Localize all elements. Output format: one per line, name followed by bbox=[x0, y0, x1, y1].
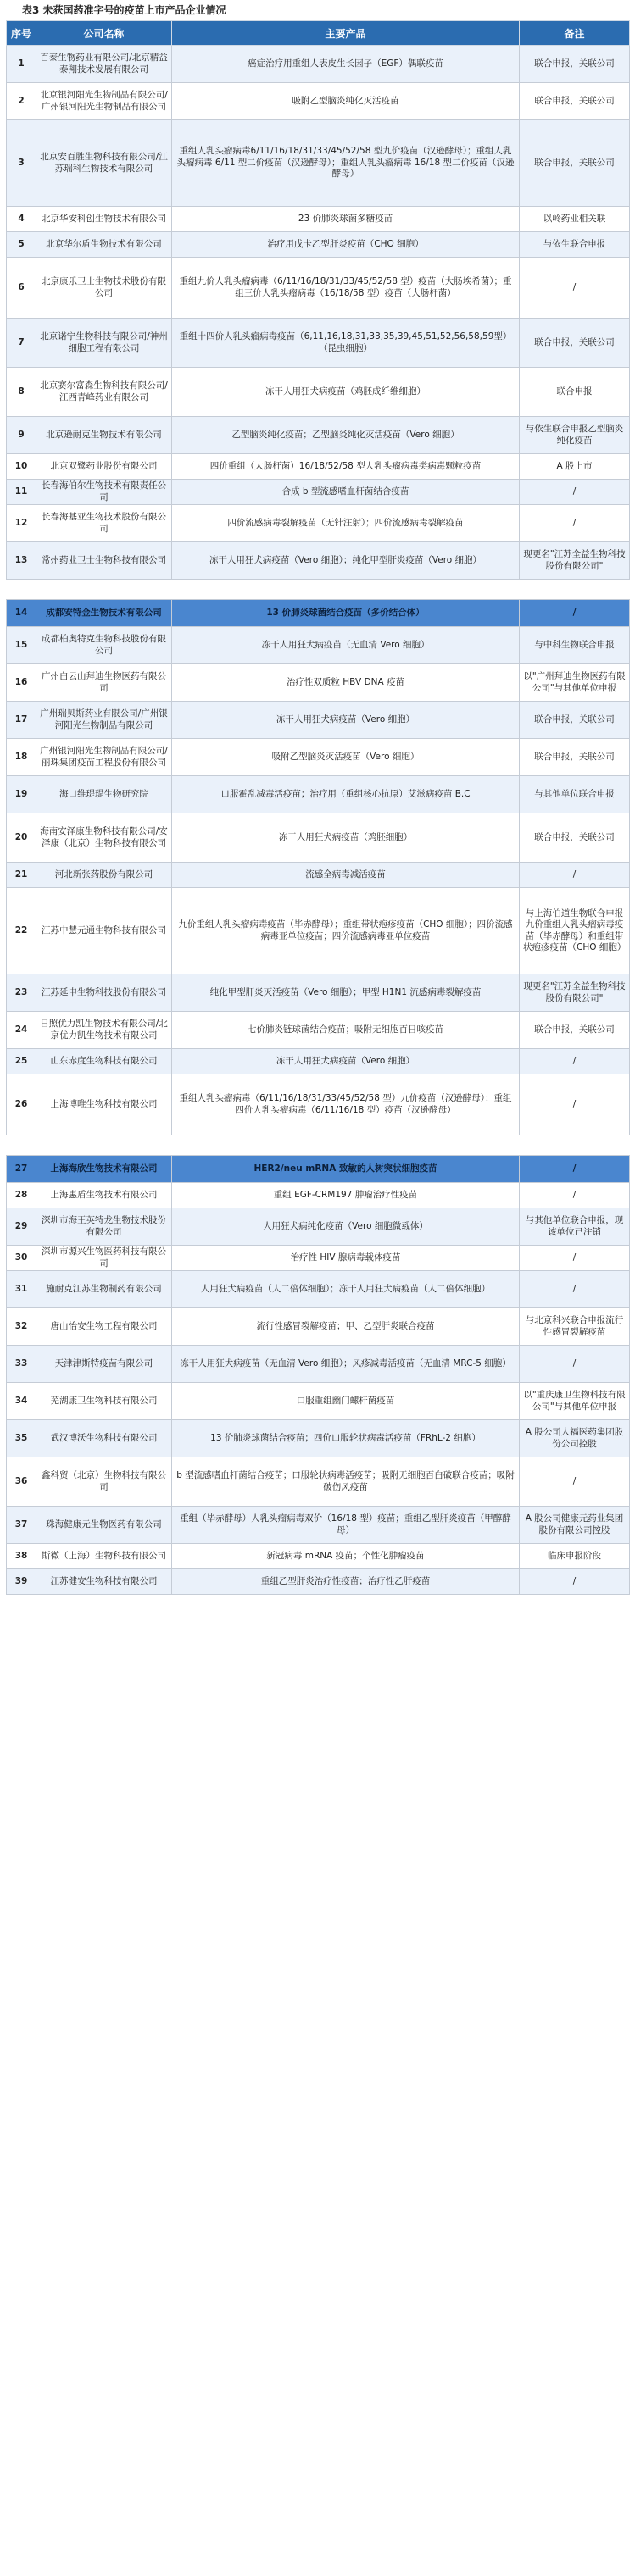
table-body bbox=[7, 46, 630, 1595]
row-number: 16 bbox=[7, 664, 36, 702]
table-row bbox=[7, 120, 630, 207]
main-product: 纯化甲型肝炎灭活疫苗（Vero 细胞）；甲型 H1N1 流感病毒裂解疫苗 bbox=[172, 974, 520, 1012]
row-number: 8 bbox=[7, 368, 36, 417]
main-product: 九价重组人乳头瘤病毒疫苗（毕赤酵母）；重组带状疱疹疫苗（CHO 细胞）；四价流感病毒亚单位疫苗；四价流感病毒亚单位疫苗 bbox=[172, 888, 520, 974]
table-row bbox=[7, 1049, 630, 1074]
table-row bbox=[7, 1544, 630, 1569]
main-product: 重组（毕赤酵母）人乳头瘤病毒双价（16/18 型）疫苗；重组乙型肝炎疫苗（甲醇酵母） bbox=[172, 1507, 520, 1544]
main-product: 23 价肺炎球菌多糖疫苗 bbox=[172, 207, 520, 232]
row-number: 12 bbox=[7, 505, 36, 542]
remark: A 股上市 bbox=[520, 454, 630, 480]
row-number: 3 bbox=[7, 120, 36, 207]
row-number: 19 bbox=[7, 776, 36, 813]
remark: 联合申报 bbox=[520, 368, 630, 417]
remark: 联合申报，关联公司 bbox=[520, 83, 630, 120]
table-row bbox=[7, 776, 630, 813]
company-name: 北京安百胜生物科技有限公司/江苏瑞科生物技术有限公司 bbox=[36, 120, 172, 207]
remark: 与其他单位联合申报 bbox=[520, 776, 630, 813]
table-row bbox=[7, 1208, 630, 1246]
main-product: 四价流感病毒裂解疫苗（无针注射）；四价流感病毒裂解疫苗 bbox=[172, 505, 520, 542]
remark: 联合申报，关联公司 bbox=[520, 739, 630, 776]
remark: 与上海伯道生物联合申报九价重组人乳头瘤病毒疫苗（毕赤酵母）和重组带状疱疹疫苗（CHO 细胞） bbox=[520, 888, 630, 974]
company-name: 成都柏奥特克生物科技股份有限公司 bbox=[36, 627, 172, 664]
row-number: 10 bbox=[7, 454, 36, 480]
company-name: 斯微（上海）生物科技有限公司 bbox=[36, 1544, 172, 1569]
remark: 与中科生物联合申报 bbox=[520, 627, 630, 664]
row-number: 1 bbox=[7, 46, 36, 83]
header-company: 公司名称 bbox=[36, 21, 172, 46]
row-number: 26 bbox=[7, 1074, 36, 1135]
main-product: b 型流感嗜血杆菌结合疫苗；口服轮状病毒活疫苗；吸附无细胞百白破联合疫苗；吸附破伤风疫苗 bbox=[172, 1457, 520, 1507]
table-row bbox=[7, 1346, 630, 1383]
company-name: 唐山怡安生物工程有限公司 bbox=[36, 1308, 172, 1346]
row-number: 28 bbox=[7, 1183, 36, 1208]
main-product: 冻干人用狂犬病疫苗（Vero 细胞） bbox=[172, 702, 520, 739]
main-product: 治疗用戊卡乙型肝炎疫苗（CHO 细胞） bbox=[172, 232, 520, 258]
company-name: 北京逊耐克生物技术有限公司 bbox=[36, 417, 172, 454]
table-row bbox=[7, 1507, 630, 1544]
company-name: 珠海健康元生物医药有限公司 bbox=[36, 1507, 172, 1544]
remark: A 股公司健康元药业集团股份有限公司控股 bbox=[520, 1507, 630, 1544]
row-number: 38 bbox=[7, 1544, 36, 1569]
table-row bbox=[7, 1383, 630, 1420]
remark: / bbox=[520, 1074, 630, 1135]
header-remark: 备注 bbox=[520, 21, 630, 46]
main-product: 冻干人用狂犬病疫苗（鸡胚成纤维细胞） bbox=[172, 368, 520, 417]
company-name: 广州瑞贝斯药业有限公司/广州银河阳光生物制品有限公司 bbox=[36, 702, 172, 739]
table-row bbox=[7, 1183, 630, 1208]
row-number: 27 bbox=[7, 1156, 36, 1183]
company-name: 海南安泽康生物科技有限公司/安泽康（北京）生物科技有限公司 bbox=[36, 813, 172, 863]
remark: 联合申报，关联公司 bbox=[520, 46, 630, 83]
company-name: 天津津斯特疫苗有限公司 bbox=[36, 1346, 172, 1383]
company-name: 北京华尔盾生物技术有限公司 bbox=[36, 232, 172, 258]
row-number: 21 bbox=[7, 863, 36, 888]
remark: 以"广州拜迪生物医药有限公司"与其他单位申报 bbox=[520, 664, 630, 702]
remark: 联合申报，关联公司 bbox=[520, 1012, 630, 1049]
remark: / bbox=[520, 1346, 630, 1383]
remark: / bbox=[520, 1183, 630, 1208]
row-number: 34 bbox=[7, 1383, 36, 1420]
main-product: 吸附乙型脑炎纯化灭活疫苗 bbox=[172, 83, 520, 120]
main-product: 13 价肺炎球菌结合疫苗（多价结合体） bbox=[172, 600, 520, 627]
table-header-row bbox=[7, 21, 630, 46]
main-product: 流感全病毒减活疫苗 bbox=[172, 863, 520, 888]
company-name: 长春海基亚生物技术股份有限公司 bbox=[36, 505, 172, 542]
company-name: 北京康乐卫士生物技术股份有限公司 bbox=[36, 258, 172, 319]
row-number: 33 bbox=[7, 1346, 36, 1383]
table-row bbox=[7, 480, 630, 505]
row-number: 5 bbox=[7, 232, 36, 258]
main-product: 冻干人用狂犬病疫苗（无血清 Vero 细胞） bbox=[172, 627, 520, 664]
row-number: 9 bbox=[7, 417, 36, 454]
remark: / bbox=[520, 480, 630, 505]
remark: 联合申报，关联公司 bbox=[520, 319, 630, 368]
row-number: 7 bbox=[7, 319, 36, 368]
remark: 联合申报，关联公司 bbox=[520, 813, 630, 863]
table-row bbox=[7, 1012, 630, 1049]
remark: / bbox=[520, 1457, 630, 1507]
table-row bbox=[7, 813, 630, 863]
table-row bbox=[7, 505, 630, 542]
main-product: 合成 b 型流感嗜血杆菌结合疫苗 bbox=[172, 480, 520, 505]
remark: / bbox=[520, 1271, 630, 1308]
table-row bbox=[7, 83, 630, 120]
company-name: 上海博唯生物科技有限公司 bbox=[36, 1074, 172, 1135]
main-product: 治疗性双质粒 HBV DNA 疫苗 bbox=[172, 664, 520, 702]
table-row bbox=[7, 1308, 630, 1346]
main-product: 重组人乳头瘤病毒6/11/16/18/31/33/45/52/58 型九价疫苗（汉逊酵母）；重组人乳头瘤病毒 6/11 型二价疫苗（汉逊酵母）；重组人乳头瘤病毒 16/18 型二价疫苗（汉逊酵母） bbox=[172, 120, 520, 207]
main-product: 重组十四价人乳头瘤病毒疫苗（6,11,16,18,31,33,35,39,45,51,52,56,58,59型）（昆虫细胞） bbox=[172, 319, 520, 368]
row-number: 6 bbox=[7, 258, 36, 319]
remark: 以"重庆康卫生物科技有限公司"与其他单位申报 bbox=[520, 1383, 630, 1420]
company-name: 广州白云山拜迪生物医药有限公司 bbox=[36, 664, 172, 702]
remark: 临床申报阶段 bbox=[520, 1544, 630, 1569]
company-name: 施耐克江苏生物制药有限公司 bbox=[36, 1271, 172, 1308]
header-no: 序号 bbox=[7, 21, 36, 46]
table-row bbox=[7, 368, 630, 417]
row-number: 37 bbox=[7, 1507, 36, 1544]
row-number: 18 bbox=[7, 739, 36, 776]
remark: / bbox=[520, 1049, 630, 1074]
main-product: 吸附乙型脑炎灭活疫苗（Vero 细胞） bbox=[172, 739, 520, 776]
table-row bbox=[7, 888, 630, 974]
main-product: 七价肺炎链球菌结合疫苗；吸附无细胞百日咳疫苗 bbox=[172, 1012, 520, 1049]
main-product: 冻干人用狂犬病疫苗（Vero 细胞）；纯化甲型肝炎疫苗（Vero 细胞） bbox=[172, 542, 520, 580]
table-title: 表3 未获国药准字号的疫苗上市产品企业情况 bbox=[22, 4, 226, 16]
section-gap bbox=[7, 1135, 630, 1156]
remark: / bbox=[520, 258, 630, 319]
vaccine-company-table bbox=[6, 20, 630, 1595]
table-row bbox=[7, 1271, 630, 1308]
main-product: 四价重组（大肠杆菌）16/18/52/58 型人乳头瘤病毒类病毒颗粒疫苗 bbox=[172, 454, 520, 480]
company-name: 百泰生物药业有限公司/北京精益泰翔技术发展有限公司 bbox=[36, 46, 172, 83]
remark: 现更名"江苏全益生物科技股份有限公司" bbox=[520, 974, 630, 1012]
row-number: 25 bbox=[7, 1049, 36, 1074]
table-row bbox=[7, 863, 630, 888]
company-name: 北京华安科创生物技术有限公司 bbox=[36, 207, 172, 232]
company-name: 北京诺宁生物科技有限公司/神州细胞工程有限公司 bbox=[36, 319, 172, 368]
table-row bbox=[7, 702, 630, 739]
table-row bbox=[7, 627, 630, 664]
row-number: 20 bbox=[7, 813, 36, 863]
row-number: 14 bbox=[7, 600, 36, 627]
table-row bbox=[7, 1420, 630, 1457]
main-product: 重组九价人乳头瘤病毒（6/11/16/18/31/33/45/52/58 型）疫苗（大肠埃希菌）；重组三价人乳头瘤病毒（16/18/58 型）疫苗（大肠杆菌） bbox=[172, 258, 520, 319]
main-product: 冻干人用狂犬病疫苗（无血清 Vero 细胞）；风疹减毒活疫苗（无血清 MRC-5 细胞） bbox=[172, 1346, 520, 1383]
row-number: 22 bbox=[7, 888, 36, 974]
table-row bbox=[7, 1246, 630, 1271]
main-product: 新冠病毒 mRNA 疫苗；个性化肿瘤疫苗 bbox=[172, 1544, 520, 1569]
table-row bbox=[7, 1074, 630, 1135]
remark: 联合申报，关联公司 bbox=[520, 702, 630, 739]
table-row bbox=[7, 974, 630, 1012]
table-row bbox=[7, 46, 630, 83]
table-row bbox=[7, 232, 630, 258]
company-name: 深圳市源兴生物医药科技有限公司 bbox=[36, 1246, 172, 1271]
company-name: 常州药业卫士生物科技有限公司 bbox=[36, 542, 172, 580]
company-name: 深圳市海王英特龙生物技术股份有限公司 bbox=[36, 1208, 172, 1246]
table-row bbox=[7, 542, 630, 580]
row-number: 4 bbox=[7, 207, 36, 232]
row-number: 17 bbox=[7, 702, 36, 739]
company-name: 上海海欣生物技术有限公司 bbox=[36, 1156, 172, 1183]
company-name: 河北新张药股份有限公司 bbox=[36, 863, 172, 888]
remark: / bbox=[520, 1156, 630, 1183]
row-number: 36 bbox=[7, 1457, 36, 1507]
company-name: 江苏健安生物科技有限公司 bbox=[36, 1569, 172, 1595]
main-product: 口服重组幽门螺杆菌疫苗 bbox=[172, 1383, 520, 1420]
main-product: 重组人乳头瘤病毒（6/11/16/18/31/33/45/52/58 型）九价疫苗（汉逊酵母）；重组四价人乳头瘤病毒（6/11/16/18 型）疫苗（汉逊酵母） bbox=[172, 1074, 520, 1135]
section-gap-cell bbox=[7, 580, 630, 600]
row-number: 39 bbox=[7, 1569, 36, 1595]
remark: / bbox=[520, 863, 630, 888]
remark: / bbox=[520, 600, 630, 627]
main-product: 人用狂犬病纯化疫苗（Vero 细胞微载体） bbox=[172, 1208, 520, 1246]
main-product: 冻干人用狂犬病疫苗（Vero 细胞） bbox=[172, 1049, 520, 1074]
row-number: 2 bbox=[7, 83, 36, 120]
main-product: 癌症治疗用重组人表皮生长因子（EGF）偶联疫苗 bbox=[172, 46, 520, 83]
remark: 联合申报，关联公司 bbox=[520, 120, 630, 207]
remark: 与依生联合申报 bbox=[520, 232, 630, 258]
company-name: 北京赛尔富森生物科技有限公司/江西青峰药业有限公司 bbox=[36, 368, 172, 417]
table-row bbox=[7, 739, 630, 776]
main-product: 冻干人用狂犬病疫苗（鸡胚细胞） bbox=[172, 813, 520, 863]
table-row bbox=[7, 319, 630, 368]
company-name: 江苏延申生物科技股份有限公司 bbox=[36, 974, 172, 1012]
main-product: 人用狂犬病疫苗（人二倍体细胞）；冻干人用狂犬病疫苗（人二倍体细胞） bbox=[172, 1271, 520, 1308]
company-name: 鑫科贸（北京）生物科技有限公司 bbox=[36, 1457, 172, 1507]
company-name: 江苏中慧元通生物科技有限公司 bbox=[36, 888, 172, 974]
company-name: 成都安特金生物技术有限公司 bbox=[36, 600, 172, 627]
remark: 现更名"江苏全益生物科技股份有限公司" bbox=[520, 542, 630, 580]
main-product: 治疗性 HIV 腺病毒载体疫苗 bbox=[172, 1246, 520, 1271]
company-name: 海口维瑅瑅生物研究院 bbox=[36, 776, 172, 813]
remark: / bbox=[520, 505, 630, 542]
main-product: 口服霍乱减毒活疫苗；治疗用（重组核心抗原）艾滋病疫苗 B.C bbox=[172, 776, 520, 813]
company-name: 上海惠盾生物技术有限公司 bbox=[36, 1183, 172, 1208]
row-number: 24 bbox=[7, 1012, 36, 1049]
table-row bbox=[7, 664, 630, 702]
table-row bbox=[7, 417, 630, 454]
table-row bbox=[7, 1569, 630, 1595]
row-number: 11 bbox=[7, 480, 36, 505]
company-name: 武汉博沃生物科技有限公司 bbox=[36, 1420, 172, 1457]
main-product: 重组 EGF-CRM197 肿瘤治疗性疫苗 bbox=[172, 1183, 520, 1208]
section-gap bbox=[7, 580, 630, 600]
remark: 与其他单位联合申报，现该单位已注销 bbox=[520, 1208, 630, 1246]
row-number: 29 bbox=[7, 1208, 36, 1246]
remark: A 股公司人福医药集团股份公司控股 bbox=[520, 1420, 630, 1457]
table-row bbox=[7, 600, 630, 627]
header-product: 主要产品 bbox=[172, 21, 520, 46]
table-row bbox=[7, 258, 630, 319]
company-name: 广州银河阳光生物制品有限公司/丽珠集团疫苗工程股份有限公司 bbox=[36, 739, 172, 776]
company-name: 日照优力凯生物技术有限公司/北京优力凯生物技术有限公司 bbox=[36, 1012, 172, 1049]
table-row bbox=[7, 454, 630, 480]
remark: 与北京科兴联合申报流行性感冒裂解疫苗 bbox=[520, 1308, 630, 1346]
company-name: 山东赤度生物科技有限公司 bbox=[36, 1049, 172, 1074]
main-product: 流行性感冒裂解疫苗；甲、乙型肝炎联合疫苗 bbox=[172, 1308, 520, 1346]
company-name: 芜湖康卫生物科技有限公司 bbox=[36, 1383, 172, 1420]
main-product: HER2/neu mRNA 致敏的人树突状细胞疫苗 bbox=[172, 1156, 520, 1183]
remark: 与依生联合申报乙型脑炎纯化疫苗 bbox=[520, 417, 630, 454]
remark: / bbox=[520, 1246, 630, 1271]
section-gap-cell bbox=[7, 1135, 630, 1156]
remark: 以岭药业相关联 bbox=[520, 207, 630, 232]
row-number: 31 bbox=[7, 1271, 36, 1308]
table-row bbox=[7, 1156, 630, 1183]
row-number: 13 bbox=[7, 542, 36, 580]
company-name: 北京银河阳光生物制品有限公司/广州银河阳光生物制品有限公司 bbox=[36, 83, 172, 120]
table-row bbox=[7, 1457, 630, 1507]
row-number: 23 bbox=[7, 974, 36, 1012]
row-number: 35 bbox=[7, 1420, 36, 1457]
company-name: 长春海伯尔生物技术有限责任公司 bbox=[36, 480, 172, 505]
row-number: 30 bbox=[7, 1246, 36, 1271]
main-product: 13 价肺炎球菌结合疫苗；四价口服轮状病毒活疫苗（FRhL-2 细胞） bbox=[172, 1420, 520, 1457]
row-number: 32 bbox=[7, 1308, 36, 1346]
row-number: 15 bbox=[7, 627, 36, 664]
main-product: 重组乙型肝炎治疗性疫苗；治疗性乙肝疫苗 bbox=[172, 1569, 520, 1595]
company-name: 北京双鹭药业股份有限公司 bbox=[36, 454, 172, 480]
remark: / bbox=[520, 1569, 630, 1595]
main-product: 乙型脑炎纯化疫苗；乙型脑炎纯化灭活疫苗（Vero 细胞） bbox=[172, 417, 520, 454]
table-row bbox=[7, 207, 630, 232]
